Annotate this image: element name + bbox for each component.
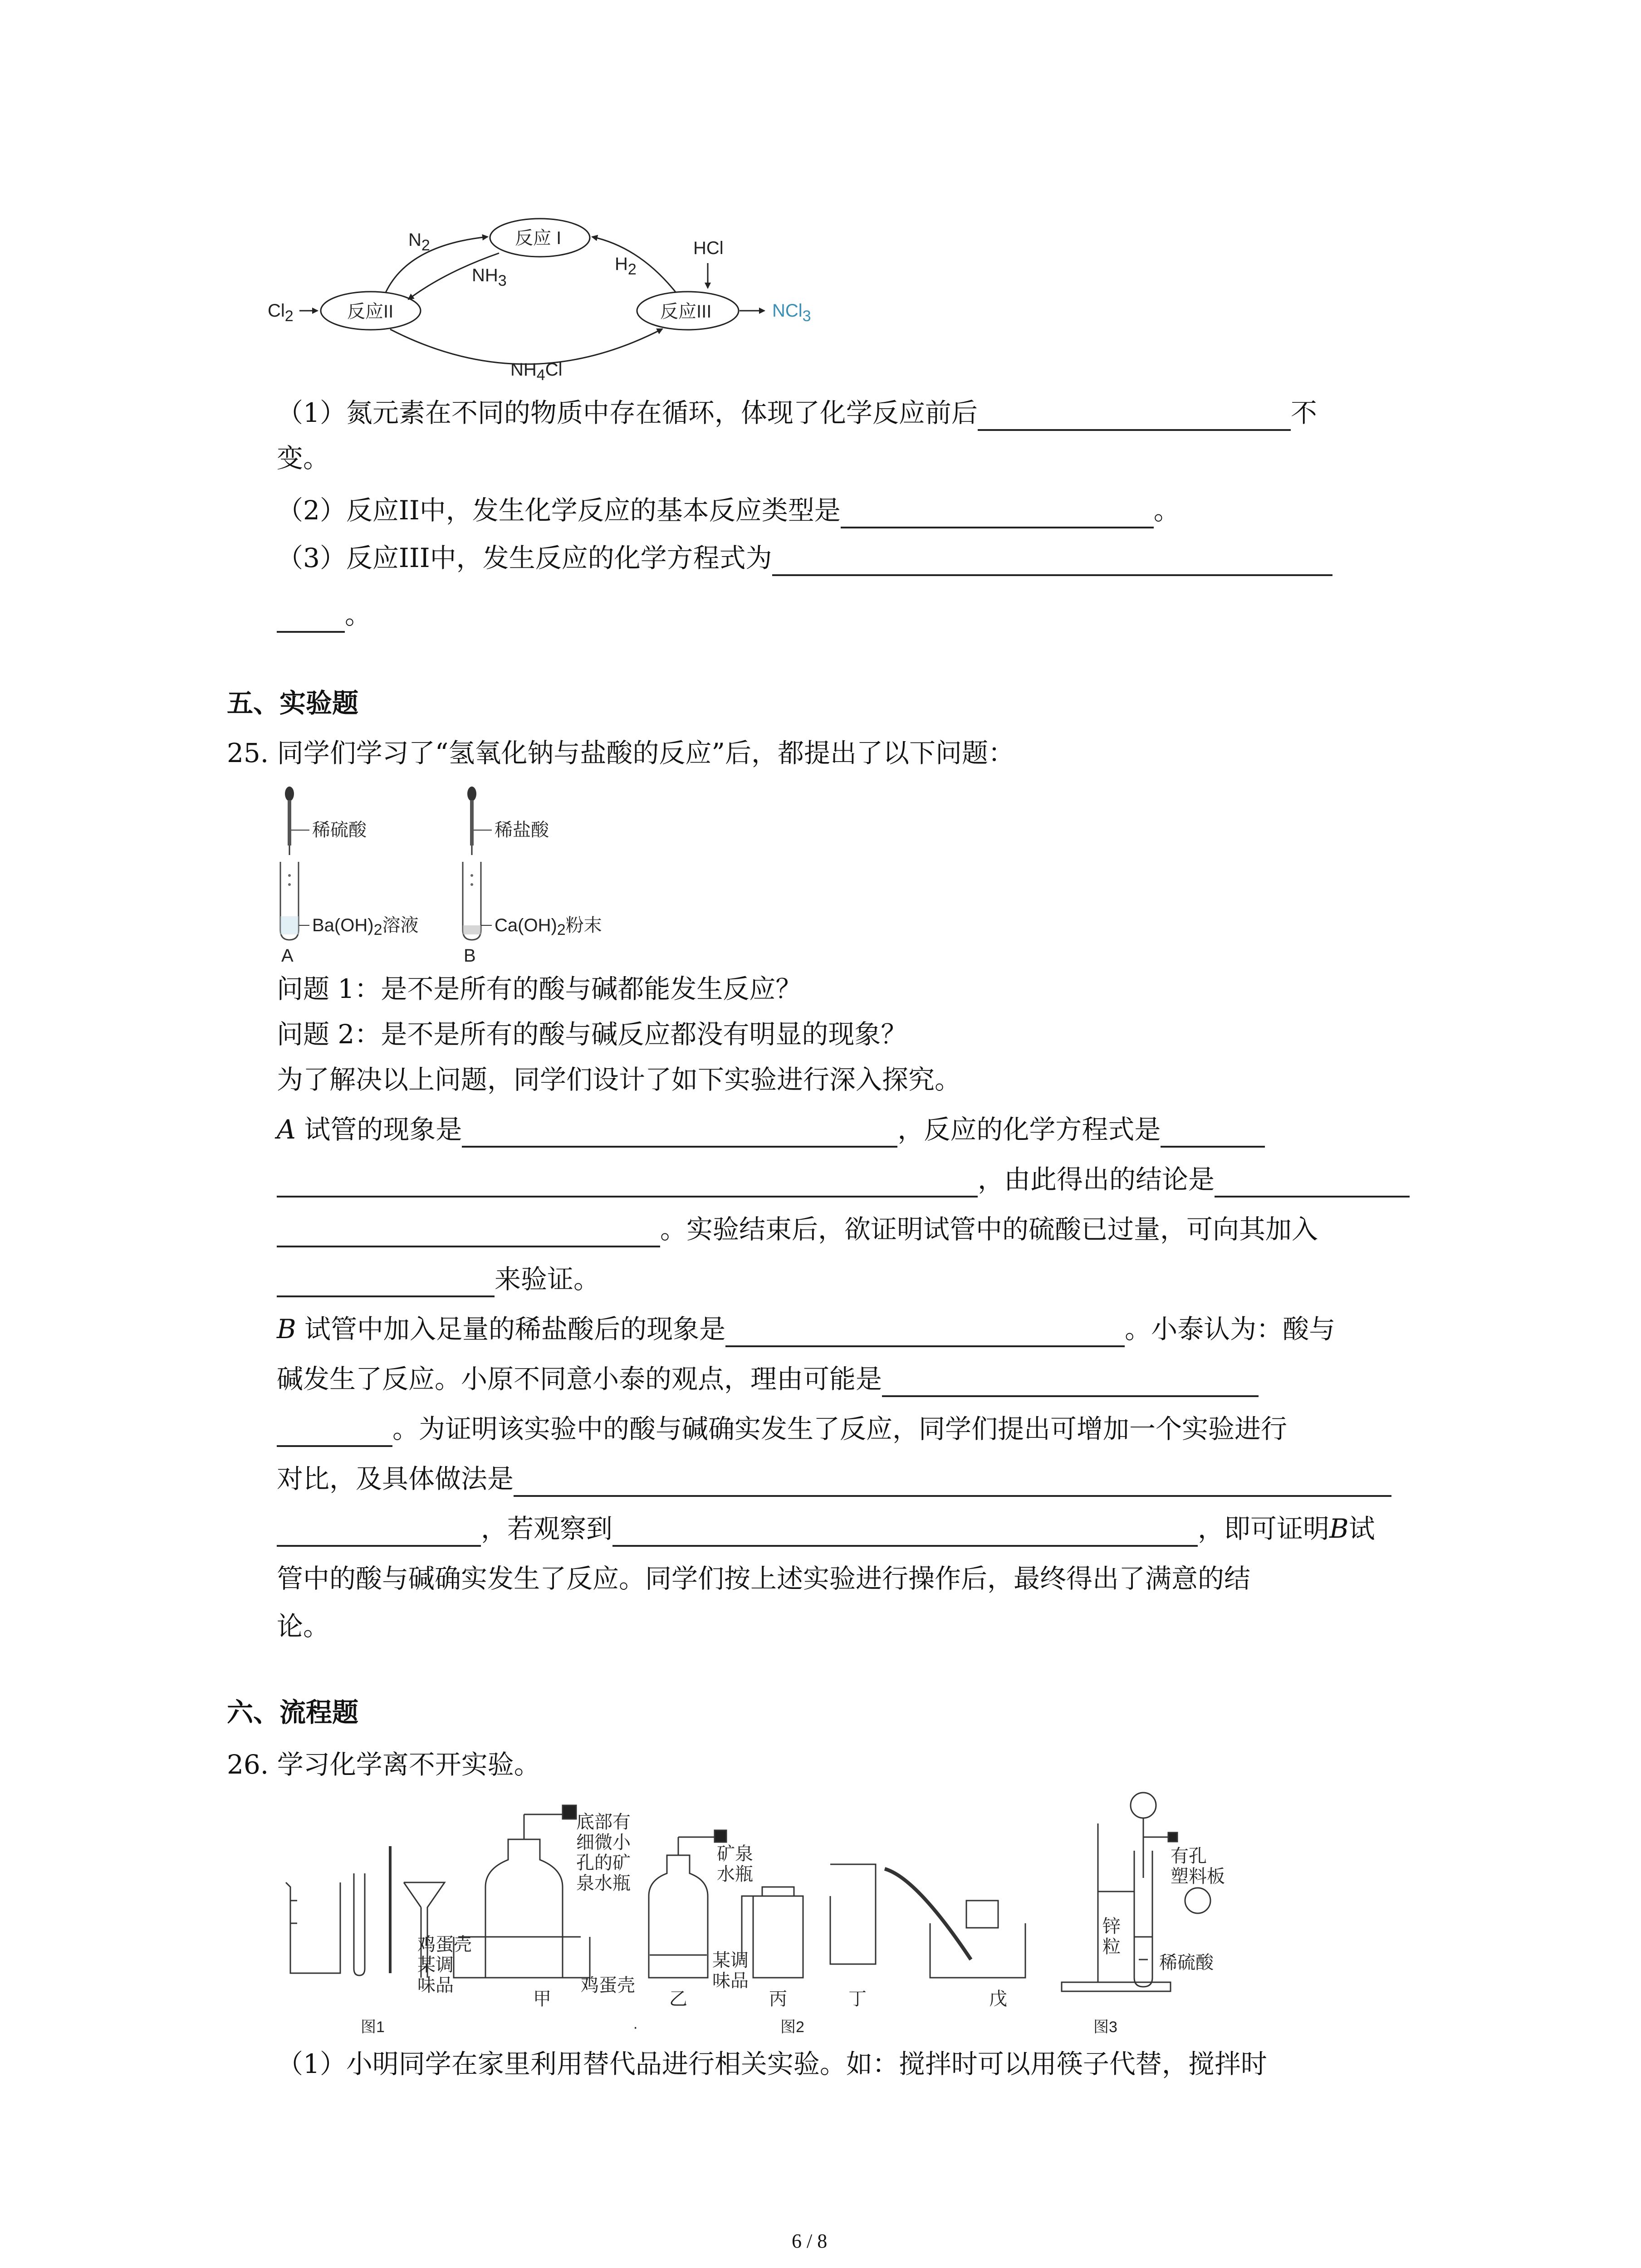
bottle-bing: [753, 1896, 803, 1978]
svg-text:鸡蛋壳: 鸡蛋壳: [581, 1975, 635, 1995]
q25-line-3: 。实验结束后，欲证明试管中的硫酸已过量，可向其加入: [277, 1211, 1318, 1247]
q26-stem: 26. 学习化学离不开实验。: [227, 1749, 540, 1780]
page-number: 6 / 8: [792, 2230, 828, 2252]
svg-text:Cl2: $Cl_2$: [268, 301, 294, 325]
q25-line-8: 对比，及具体做法是: [277, 1461, 1391, 1497]
svg-text:N2: $N_2$: [408, 230, 430, 254]
q24-blank-3[interactable]: [772, 546, 1332, 576]
svg-text:图2: 图2: [780, 2019, 804, 2036]
svg-text:丙: 丙: [769, 1989, 787, 2009]
svg-text:矿泉: 矿泉: [717, 1844, 753, 1864]
q25-number: 25.: [227, 738, 269, 768]
dropper-a: [285, 787, 294, 855]
test-tube: [354, 1873, 365, 1975]
q25-blank-b-phenomenon[interactable]: [725, 1317, 1125, 1347]
q25-blank-a-phenomenon[interactable]: [462, 1118, 897, 1148]
svg-text:鸡蛋壳: 鸡蛋壳: [417, 1935, 472, 1955]
q25-blank-method[interactable]: [514, 1467, 1391, 1497]
svg-text:·: ·: [633, 2019, 638, 2036]
q24-blank-3b[interactable]: [277, 603, 345, 633]
svg-text:图1: 图1: [361, 2019, 385, 2036]
svg-text:戊: 戊: [989, 1989, 1007, 2009]
q25-line-6: 碱发生了反应。小原不同意小泰的观点，理由可能是: [277, 1361, 1259, 1397]
q25-blank-conclusion[interactable]: [1215, 1168, 1410, 1198]
q25-line-10: 管中的酸与碱确实发生了反应。同学们按上述实验进行操作后，最终得出了满意的结: [277, 1563, 1251, 1594]
svg-text:锌: 锌: [1102, 1916, 1121, 1936]
tube-a-reagent: 稀硫酸: [312, 820, 367, 840]
bottle-jia: [485, 1839, 563, 1978]
tube-b-label: B: [464, 946, 476, 966]
q25-blank-observation[interactable]: [612, 1517, 1198, 1547]
section-5-heading: 五、实验题: [227, 688, 359, 719]
svg-text:稀硫酸: 稀硫酸: [1159, 1953, 1214, 1973]
h2-label: H: [615, 254, 628, 274]
section-6-heading: 六、流程题: [227, 1697, 359, 1728]
nh4cl-label: NH: [510, 360, 537, 380]
svg-text:细微小: 细微小: [576, 1833, 631, 1853]
q24-part1-continued: 变。: [277, 443, 330, 474]
q24-blank-1[interactable]: [978, 401, 1291, 431]
q25-blank-a-equation-cont[interactable]: [277, 1168, 978, 1198]
svg-text:Ba(OH)2溶液: $Ba(OH)_2$溶液: [312, 915, 419, 938]
q25-stem: 25. 同学们学习了“氢氧化钠与盐酸的反应”后，都提出了以下问题：: [227, 738, 1014, 768]
svg-text:某调: 某调: [712, 1950, 749, 1970]
svg-text:有孔: 有孔: [1171, 1846, 1207, 1866]
q25-line-9: ，若观察到 ，即可证明B试: [277, 1510, 1375, 1547]
q25-intro: 为了解决以上问题，同学们设计了如下实验进行深入探究。: [277, 1064, 961, 1095]
svg-text:味品: 味品: [417, 1975, 454, 1995]
q24-part2-line: （2）反应II中，发生化学反应的基本反应类型是 。: [277, 492, 1180, 528]
q25-question-2: 问题 2：是不是所有的酸与碱反应都没有明显的现象？: [277, 1019, 907, 1050]
water-trough: [930, 1923, 1025, 1978]
ncl3-label: NCl: [772, 301, 803, 321]
hcl-label: HCl: [693, 238, 724, 258]
svg-text:某调: 某调: [417, 1955, 454, 1975]
q25-blank-method-cont[interactable]: [277, 1517, 481, 1547]
q25-blank-reason-cont[interactable]: [277, 1417, 392, 1447]
q25-line-7: 。为证明该实验中的酸与碱确实发生了反应，同学们提出可增加一个实验进行: [277, 1411, 1287, 1447]
svg-text:孔的矿: 孔的矿: [576, 1853, 631, 1873]
lab-apparatus-figure: [281, 1787, 1225, 2041]
q26-part1: （1）小明同学在家里利用替代品进行相关实验。如：搅拌时可以用筷子代替，搅拌时: [277, 2048, 1267, 2079]
q25-line-4: 来验证。: [277, 1261, 600, 1297]
test-tube-figure: [268, 780, 612, 971]
q25-blank-conclusion-cont[interactable]: [277, 1217, 660, 1247]
q25-question-1: 问题 1：是不是所有的酸与碱都能发生反应？: [277, 973, 802, 1004]
q26-number: 26.: [227, 1749, 269, 1780]
svg-text:泉水瓶: 泉水瓶: [576, 1873, 631, 1893]
q25-blank-a-equation[interactable]: [1161, 1118, 1265, 1148]
svg-text:NCl3: NCl$_3$: [772, 301, 811, 325]
q24-part3-continued: 。: [277, 596, 371, 633]
svg-text:丁: 丁: [848, 1989, 867, 2009]
q25-line-2: ，由此得出的结论是: [277, 1161, 1410, 1198]
tube-b-contents: Ca(OH): [495, 915, 557, 935]
svg-text:底部有: 底部有: [576, 1812, 631, 1832]
svg-text:粒: 粒: [1102, 1937, 1121, 1957]
cl2-label: Cl: [268, 301, 285, 321]
tube-a-contents: Ba(OH): [312, 915, 374, 935]
reaction-1-label: 反应 I: [515, 228, 562, 248]
test-tube-b: [463, 862, 481, 940]
nitrogen-cycle-diagram: [254, 209, 889, 390]
svg-text:水瓶: 水瓶: [717, 1864, 753, 1884]
nh3-label: NH: [472, 265, 498, 285]
svg-text:H2: $H_2$: [615, 254, 637, 278]
bottle-ding: [830, 1864, 876, 1964]
svg-text:NH3: $NH_3$: [472, 265, 507, 289]
bottle-yi: [649, 1855, 708, 1978]
svg-text:味品: 味品: [712, 1971, 749, 1991]
reaction-3-label: 反应III: [660, 302, 712, 322]
q24-part1-line: （1）氮元素在不同的物质中存在循环，体现了化学反应前后 不: [277, 395, 1317, 431]
svg-text:塑料板: 塑料板: [1171, 1867, 1225, 1887]
q25-line-5: B 试管中加入足量的稀盐酸后的现象是 。小泰认为：酸与: [277, 1311, 1335, 1347]
dropper-b: [467, 787, 476, 855]
svg-text:乙: 乙: [669, 1989, 687, 2009]
tube-b-reagent: 稀盐酸: [495, 820, 549, 840]
q25-blank-reason[interactable]: [882, 1367, 1259, 1397]
svg-text:图3: 图3: [1093, 2019, 1117, 2036]
beaker: [286, 1882, 340, 1973]
q25-line-11: 论。: [277, 1611, 330, 1642]
svg-text:NH4Cl: $NH_4Cl$: [510, 360, 563, 384]
svg-text:Ca(OH)2粉末: $Ca(OH)_2$粉末: [495, 915, 602, 938]
q25-blank-reagent[interactable]: [277, 1267, 495, 1297]
n2-label: N: [408, 230, 421, 250]
svg-text:甲: 甲: [533, 1989, 551, 2009]
q24-part3-line: （3）反应III中，发生反应的化学方程式为: [277, 540, 1332, 576]
tube-a-label: A: [281, 946, 294, 966]
q25-line-1: A 试管的现象是 ，反应的化学方程式是: [277, 1111, 1265, 1148]
test-tube-a: [280, 862, 299, 940]
q24-blank-2[interactable]: [841, 499, 1154, 528]
reaction-2-label: 反应II: [347, 302, 394, 322]
